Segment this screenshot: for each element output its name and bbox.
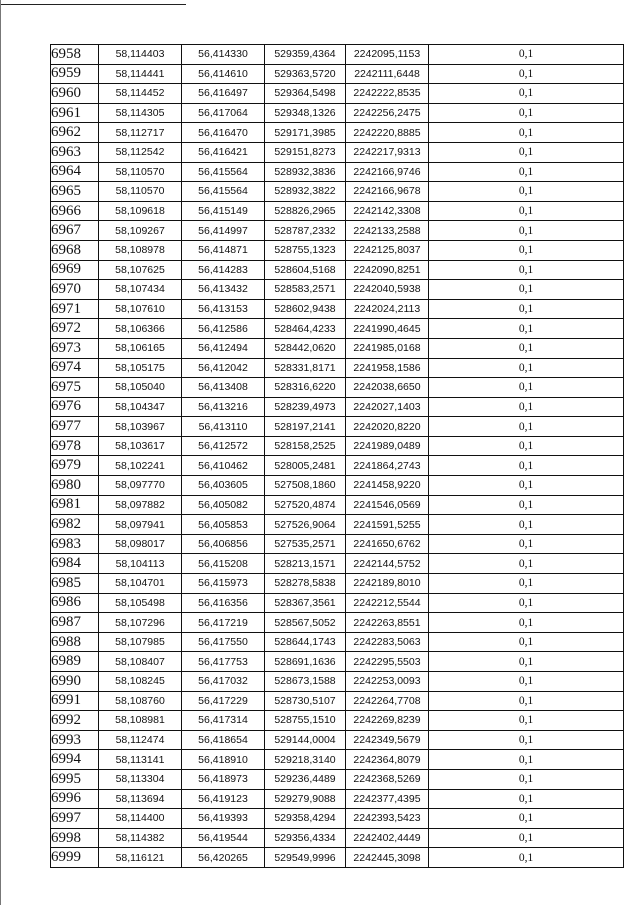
x-coordinate-cell: 528005,2481	[265, 456, 346, 476]
table-row	[51, 221, 624, 241]
table-row	[51, 534, 624, 554]
longitude-cell: 56,415564	[182, 162, 265, 182]
y-coordinate-cell: 2242253,0093	[346, 672, 429, 692]
accuracy-cell: 0,1	[429, 515, 624, 535]
longitude-cell: 56,417219	[182, 613, 265, 633]
y-coordinate-cell: 2241958,1586	[346, 358, 429, 378]
longitude-cell: 56,415973	[182, 574, 265, 594]
point-number-cell: 6963	[51, 142, 99, 162]
accuracy-cell: 0,1	[429, 201, 624, 221]
x-coordinate-cell: 528730,5107	[265, 691, 346, 711]
accuracy-cell: 0,1	[429, 358, 624, 378]
latitude-cell: 58,103967	[99, 417, 182, 437]
longitude-cell: 56,419544	[182, 828, 265, 848]
table-row	[51, 574, 624, 594]
point-number-cell: 6969	[51, 260, 99, 280]
longitude-cell: 56,405082	[182, 495, 265, 515]
accuracy-cell: 0,1	[429, 613, 624, 633]
x-coordinate-cell: 528755,1510	[265, 711, 346, 731]
table-row	[51, 358, 624, 378]
accuracy-cell: 0,1	[429, 260, 624, 280]
table-row	[51, 319, 624, 339]
accuracy-cell: 0,1	[429, 554, 624, 574]
y-coordinate-cell: 2242222,8535	[346, 84, 429, 104]
y-coordinate-cell: 2242027,1403	[346, 397, 429, 417]
longitude-cell: 56,416470	[182, 123, 265, 143]
latitude-cell: 58,113141	[99, 750, 182, 770]
x-coordinate-cell: 529151,8273	[265, 142, 346, 162]
table-row	[51, 240, 624, 260]
longitude-cell: 56,413110	[182, 417, 265, 437]
longitude-cell: 56,419123	[182, 789, 265, 809]
table-row	[51, 691, 624, 711]
table-row	[51, 554, 624, 574]
x-coordinate-cell: 528442,0620	[265, 338, 346, 358]
table-row	[51, 789, 624, 809]
x-coordinate-cell: 528331,8171	[265, 358, 346, 378]
table-row	[51, 123, 624, 143]
point-number-cell: 6974	[51, 358, 99, 378]
accuracy-cell: 0,1	[429, 45, 624, 65]
y-coordinate-cell: 2241990,4645	[346, 319, 429, 339]
latitude-cell: 58,114403	[99, 45, 182, 65]
x-coordinate-cell: 528567,5052	[265, 613, 346, 633]
point-number-cell: 6965	[51, 182, 99, 202]
point-number-cell: 6994	[51, 750, 99, 770]
latitude-cell: 58,104347	[99, 397, 182, 417]
y-coordinate-cell: 2242445,3098	[346, 848, 429, 868]
accuracy-cell: 0,1	[429, 848, 624, 868]
y-coordinate-cell: 2242144,5752	[346, 554, 429, 574]
latitude-cell: 58,114382	[99, 828, 182, 848]
latitude-cell: 58,114400	[99, 809, 182, 829]
point-number-cell: 6991	[51, 691, 99, 711]
latitude-cell: 58,097770	[99, 476, 182, 496]
point-number-cell: 6975	[51, 378, 99, 398]
longitude-cell: 56,420265	[182, 848, 265, 868]
point-number-cell: 6986	[51, 593, 99, 613]
y-coordinate-cell: 2242095,1153	[346, 45, 429, 65]
y-coordinate-cell: 2242220,8885	[346, 123, 429, 143]
y-coordinate-cell: 2242264,7708	[346, 691, 429, 711]
longitude-cell: 56,412586	[182, 319, 265, 339]
point-number-cell: 6971	[51, 299, 99, 319]
point-number-cell: 6959	[51, 64, 99, 84]
longitude-cell: 56,418910	[182, 750, 265, 770]
longitude-cell: 56,412572	[182, 436, 265, 456]
accuracy-cell: 0,1	[429, 299, 624, 319]
point-number-cell: 6966	[51, 201, 99, 221]
accuracy-cell: 0,1	[429, 123, 624, 143]
longitude-cell: 56,413153	[182, 299, 265, 319]
table-row	[51, 769, 624, 789]
accuracy-cell: 0,1	[429, 436, 624, 456]
table-row	[51, 260, 624, 280]
x-coordinate-cell: 528932,3836	[265, 162, 346, 182]
latitude-cell: 58,102241	[99, 456, 182, 476]
x-coordinate-cell: 527535,2571	[265, 534, 346, 554]
point-number-cell: 6968	[51, 240, 99, 260]
table-row	[51, 299, 624, 319]
x-coordinate-cell: 527526,9064	[265, 515, 346, 535]
point-number-cell: 6990	[51, 672, 99, 692]
point-number-cell: 6985	[51, 574, 99, 594]
x-coordinate-cell: 529348,1326	[265, 103, 346, 123]
longitude-cell: 56,415149	[182, 201, 265, 221]
y-coordinate-cell: 2242377,4395	[346, 789, 429, 809]
latitude-cell: 58,105040	[99, 378, 182, 398]
x-coordinate-cell: 528213,1571	[265, 554, 346, 574]
y-coordinate-cell: 2241989,0489	[346, 436, 429, 456]
point-number-cell: 6995	[51, 769, 99, 789]
longitude-cell: 56,410462	[182, 456, 265, 476]
latitude-cell: 58,108978	[99, 240, 182, 260]
table-row	[51, 730, 624, 750]
y-coordinate-cell: 2241458,9220	[346, 476, 429, 496]
y-coordinate-cell: 2242040,5938	[346, 280, 429, 300]
y-coordinate-cell: 2242393,5423	[346, 809, 429, 829]
accuracy-cell: 0,1	[429, 240, 624, 260]
table-row	[51, 809, 624, 829]
point-number-cell: 6967	[51, 221, 99, 241]
latitude-cell: 58,108981	[99, 711, 182, 731]
accuracy-cell: 0,1	[429, 730, 624, 750]
x-coordinate-cell: 528602,9438	[265, 299, 346, 319]
longitude-cell: 56,413432	[182, 280, 265, 300]
table-row	[51, 182, 624, 202]
latitude-cell: 58,113304	[99, 769, 182, 789]
y-coordinate-cell: 2242269,8239	[346, 711, 429, 731]
longitude-cell: 56,416356	[182, 593, 265, 613]
x-coordinate-cell: 529279,9088	[265, 789, 346, 809]
point-number-cell: 6987	[51, 613, 99, 633]
latitude-cell: 58,110570	[99, 182, 182, 202]
latitude-cell: 58,098017	[99, 534, 182, 554]
accuracy-cell: 0,1	[429, 711, 624, 731]
accuracy-cell: 0,1	[429, 182, 624, 202]
accuracy-cell: 0,1	[429, 750, 624, 770]
point-number-cell: 6980	[51, 476, 99, 496]
accuracy-cell: 0,1	[429, 319, 624, 339]
accuracy-cell: 0,1	[429, 64, 624, 84]
table-row	[51, 201, 624, 221]
latitude-cell: 58,114452	[99, 84, 182, 104]
table-body	[51, 45, 624, 868]
table-row	[51, 456, 624, 476]
table-row	[51, 613, 624, 633]
accuracy-cell: 0,1	[429, 769, 624, 789]
x-coordinate-cell: 528464,4233	[265, 319, 346, 339]
y-coordinate-cell: 2242142,3308	[346, 201, 429, 221]
longitude-cell: 56,417229	[182, 691, 265, 711]
point-number-cell: 6981	[51, 495, 99, 515]
point-number-cell: 6977	[51, 417, 99, 437]
accuracy-cell: 0,1	[429, 809, 624, 829]
longitude-cell: 56,417753	[182, 652, 265, 672]
accuracy-cell: 0,1	[429, 456, 624, 476]
x-coordinate-cell: 529358,4294	[265, 809, 346, 829]
longitude-cell: 56,412042	[182, 358, 265, 378]
accuracy-cell: 0,1	[429, 534, 624, 554]
point-number-cell: 6960	[51, 84, 99, 104]
accuracy-cell: 0,1	[429, 338, 624, 358]
table-row	[51, 84, 624, 104]
y-coordinate-cell: 2242111,6448	[346, 64, 429, 84]
point-number-cell: 6976	[51, 397, 99, 417]
x-coordinate-cell: 528197,2141	[265, 417, 346, 437]
table-row	[51, 632, 624, 652]
accuracy-cell: 0,1	[429, 84, 624, 104]
longitude-cell: 56,414283	[182, 260, 265, 280]
table-row	[51, 495, 624, 515]
latitude-cell: 58,113694	[99, 789, 182, 809]
point-number-cell: 6979	[51, 456, 99, 476]
table-row	[51, 750, 624, 770]
latitude-cell: 58,112474	[99, 730, 182, 750]
latitude-cell: 58,106165	[99, 338, 182, 358]
table-row	[51, 280, 624, 300]
longitude-cell: 56,403605	[182, 476, 265, 496]
longitude-cell: 56,414610	[182, 64, 265, 84]
y-coordinate-cell: 2242024,2113	[346, 299, 429, 319]
point-number-cell: 6972	[51, 319, 99, 339]
y-coordinate-cell: 2242166,9678	[346, 182, 429, 202]
longitude-cell: 56,413216	[182, 397, 265, 417]
latitude-cell: 58,110570	[99, 162, 182, 182]
accuracy-cell: 0,1	[429, 397, 624, 417]
latitude-cell: 58,109267	[99, 221, 182, 241]
latitude-cell: 58,112542	[99, 142, 182, 162]
y-coordinate-cell: 2242256,2475	[346, 103, 429, 123]
table-row	[51, 476, 624, 496]
table-row	[51, 515, 624, 535]
longitude-cell: 56,416421	[182, 142, 265, 162]
x-coordinate-cell: 528316,6220	[265, 378, 346, 398]
longitude-cell: 56,417314	[182, 711, 265, 731]
page-edge	[0, 0, 1, 905]
x-coordinate-cell: 528644,1743	[265, 632, 346, 652]
x-coordinate-cell: 527520,4874	[265, 495, 346, 515]
table-row	[51, 378, 624, 398]
point-number-cell: 6988	[51, 632, 99, 652]
x-coordinate-cell: 527508,1860	[265, 476, 346, 496]
table-row	[51, 64, 624, 84]
table-row	[51, 593, 624, 613]
latitude-cell: 58,107296	[99, 613, 182, 633]
table-row	[51, 436, 624, 456]
latitude-cell: 58,103617	[99, 436, 182, 456]
latitude-cell: 58,104701	[99, 574, 182, 594]
y-coordinate-cell: 2241650,6762	[346, 534, 429, 554]
longitude-cell: 56,415564	[182, 182, 265, 202]
y-coordinate-cell: 2242402,4449	[346, 828, 429, 848]
accuracy-cell: 0,1	[429, 672, 624, 692]
accuracy-cell: 0,1	[429, 632, 624, 652]
table-row	[51, 103, 624, 123]
y-coordinate-cell: 2242166,9746	[346, 162, 429, 182]
x-coordinate-cell: 529236,4489	[265, 769, 346, 789]
longitude-cell: 56,414330	[182, 45, 265, 65]
y-coordinate-cell: 2241546,0569	[346, 495, 429, 515]
point-number-cell: 6961	[51, 103, 99, 123]
x-coordinate-cell: 528755,1323	[265, 240, 346, 260]
y-coordinate-cell: 2242349,5679	[346, 730, 429, 750]
y-coordinate-cell: 2241985,0168	[346, 338, 429, 358]
x-coordinate-cell: 528826,2965	[265, 201, 346, 221]
accuracy-cell: 0,1	[429, 378, 624, 398]
y-coordinate-cell: 2242364,8079	[346, 750, 429, 770]
accuracy-cell: 0,1	[429, 417, 624, 437]
longitude-cell: 56,416497	[182, 84, 265, 104]
x-coordinate-cell: 528239,4973	[265, 397, 346, 417]
latitude-cell: 58,105175	[99, 358, 182, 378]
table-row	[51, 45, 624, 65]
y-coordinate-cell: 2242283,5063	[346, 632, 429, 652]
x-coordinate-cell: 528787,2332	[265, 221, 346, 241]
table-row	[51, 828, 624, 848]
longitude-cell: 56,417550	[182, 632, 265, 652]
point-number-cell: 6989	[51, 652, 99, 672]
accuracy-cell: 0,1	[429, 652, 624, 672]
latitude-cell: 58,107985	[99, 632, 182, 652]
accuracy-cell: 0,1	[429, 789, 624, 809]
longitude-cell: 56,418973	[182, 769, 265, 789]
y-coordinate-cell: 2242189,8010	[346, 574, 429, 594]
accuracy-cell: 0,1	[429, 476, 624, 496]
y-coordinate-cell: 2242133,2588	[346, 221, 429, 241]
longitude-cell: 56,405853	[182, 515, 265, 535]
y-coordinate-cell: 2241864,2743	[346, 456, 429, 476]
x-coordinate-cell: 529549,9996	[265, 848, 346, 868]
latitude-cell: 58,107625	[99, 260, 182, 280]
table-row	[51, 417, 624, 437]
latitude-cell: 58,108245	[99, 672, 182, 692]
point-number-cell: 6984	[51, 554, 99, 574]
longitude-cell: 56,417064	[182, 103, 265, 123]
accuracy-cell: 0,1	[429, 162, 624, 182]
y-coordinate-cell: 2242263,8551	[346, 613, 429, 633]
point-number-cell: 6958	[51, 45, 99, 65]
longitude-cell: 56,417032	[182, 672, 265, 692]
accuracy-cell: 0,1	[429, 280, 624, 300]
latitude-cell: 58,112717	[99, 123, 182, 143]
x-coordinate-cell: 528158,2525	[265, 436, 346, 456]
longitude-cell: 56,419393	[182, 809, 265, 829]
point-number-cell: 6973	[51, 338, 99, 358]
point-number-cell: 6983	[51, 534, 99, 554]
x-coordinate-cell: 529218,3140	[265, 750, 346, 770]
latitude-cell: 58,107434	[99, 280, 182, 300]
x-coordinate-cell: 529144,0004	[265, 730, 346, 750]
x-coordinate-cell: 529356,4334	[265, 828, 346, 848]
point-number-cell: 6962	[51, 123, 99, 143]
x-coordinate-cell: 528278,5838	[265, 574, 346, 594]
y-coordinate-cell: 2242125,8037	[346, 240, 429, 260]
latitude-cell: 58,097882	[99, 495, 182, 515]
accuracy-cell: 0,1	[429, 221, 624, 241]
table-row	[51, 652, 624, 672]
accuracy-cell: 0,1	[429, 593, 624, 613]
point-number-cell: 6970	[51, 280, 99, 300]
accuracy-cell: 0,1	[429, 574, 624, 594]
latitude-cell: 58,116121	[99, 848, 182, 868]
accuracy-cell: 0,1	[429, 495, 624, 515]
latitude-cell: 58,108407	[99, 652, 182, 672]
longitude-cell: 56,406856	[182, 534, 265, 554]
x-coordinate-cell: 528604,5168	[265, 260, 346, 280]
y-coordinate-cell: 2242038,6650	[346, 378, 429, 398]
latitude-cell: 58,106366	[99, 319, 182, 339]
point-number-cell: 6993	[51, 730, 99, 750]
accuracy-cell: 0,1	[429, 691, 624, 711]
latitude-cell: 58,109618	[99, 201, 182, 221]
y-coordinate-cell: 2242368,5269	[346, 769, 429, 789]
table-row	[51, 711, 624, 731]
header-rule	[0, 4, 186, 5]
x-coordinate-cell: 529364,5498	[265, 84, 346, 104]
accuracy-cell: 0,1	[429, 828, 624, 848]
longitude-cell: 56,414997	[182, 221, 265, 241]
table-row	[51, 672, 624, 692]
table-row	[51, 162, 624, 182]
table-row	[51, 142, 624, 162]
y-coordinate-cell: 2242295,5503	[346, 652, 429, 672]
x-coordinate-cell: 529359,4364	[265, 45, 346, 65]
x-coordinate-cell: 528932,3822	[265, 182, 346, 202]
point-number-cell: 6999	[51, 848, 99, 868]
x-coordinate-cell: 529171,3985	[265, 123, 346, 143]
latitude-cell: 58,105498	[99, 593, 182, 613]
y-coordinate-cell: 2241591,5255	[346, 515, 429, 535]
latitude-cell: 58,097941	[99, 515, 182, 535]
point-number-cell: 6992	[51, 711, 99, 731]
latitude-cell: 58,107610	[99, 299, 182, 319]
x-coordinate-cell: 528691,1636	[265, 652, 346, 672]
y-coordinate-cell: 2242217,9313	[346, 142, 429, 162]
y-coordinate-cell: 2242212,5544	[346, 593, 429, 613]
y-coordinate-cell: 2242090,8251	[346, 260, 429, 280]
longitude-cell: 56,418654	[182, 730, 265, 750]
latitude-cell: 58,114305	[99, 103, 182, 123]
table-row	[51, 848, 624, 868]
point-number-cell: 6998	[51, 828, 99, 848]
x-coordinate-cell: 528583,2571	[265, 280, 346, 300]
table-row	[51, 338, 624, 358]
point-number-cell: 6978	[51, 436, 99, 456]
point-number-cell: 6997	[51, 809, 99, 829]
latitude-cell: 58,114441	[99, 64, 182, 84]
point-number-cell: 6982	[51, 515, 99, 535]
point-number-cell: 6964	[51, 162, 99, 182]
longitude-cell: 56,415208	[182, 554, 265, 574]
table-row	[51, 397, 624, 417]
coordinates-table	[50, 44, 624, 868]
longitude-cell: 56,413408	[182, 378, 265, 398]
latitude-cell: 58,108760	[99, 691, 182, 711]
latitude-cell: 58,104113	[99, 554, 182, 574]
point-number-cell: 6996	[51, 789, 99, 809]
y-coordinate-cell: 2242020,8220	[346, 417, 429, 437]
accuracy-cell: 0,1	[429, 103, 624, 123]
accuracy-cell: 0,1	[429, 142, 624, 162]
x-coordinate-cell: 528673,1588	[265, 672, 346, 692]
longitude-cell: 56,414871	[182, 240, 265, 260]
longitude-cell: 56,412494	[182, 338, 265, 358]
x-coordinate-cell: 529363,5720	[265, 64, 346, 84]
x-coordinate-cell: 528367,3561	[265, 593, 346, 613]
